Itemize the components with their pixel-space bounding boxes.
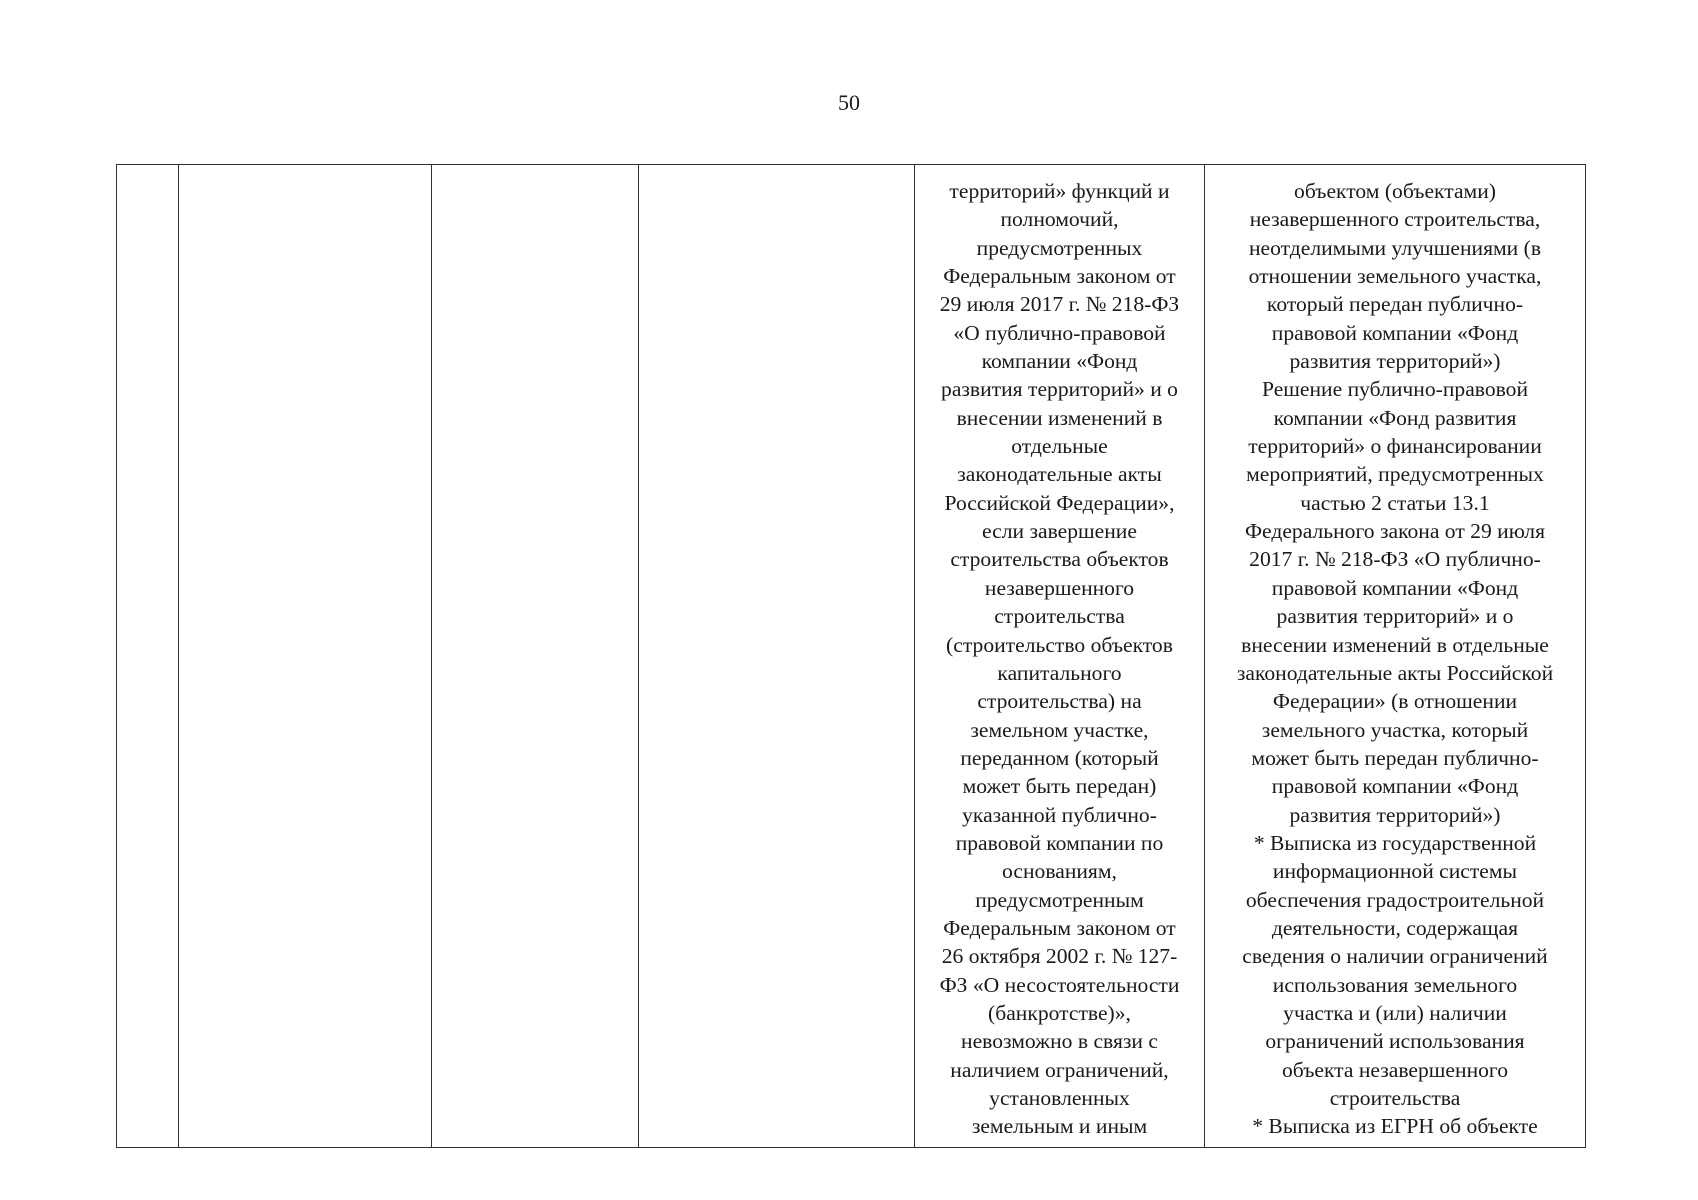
column-6-text: [1205, 165, 1585, 1141]
text-line: компании «Фонд развития: [1273, 405, 1517, 430]
text-line: ограничений использования: [1265, 1029, 1525, 1054]
text-line: который передан публично-: [1266, 292, 1524, 317]
text-line: объектом (объектами): [1294, 179, 1496, 203]
text-line: использования земельного: [1272, 972, 1518, 997]
text-line: полномочий,: [1000, 207, 1119, 232]
text-line: Решение публично-правовой: [1261, 377, 1529, 402]
table-cell-column-2: [179, 165, 432, 1148]
text-line: 29 июля 2017 г. № 218-ФЗ: [939, 292, 1180, 317]
text-line: деятельности, содержащая: [1271, 915, 1519, 940]
text-line: (строительство объектов: [946, 632, 1173, 657]
text-line: * Выписка из государственной: [1253, 830, 1537, 855]
table-cell-column-6: [1205, 165, 1586, 1148]
text-line: земельном участке,: [970, 717, 1149, 742]
text-line: объекта незавершенного: [1281, 1057, 1509, 1082]
text-line: отношении земельного участка,: [1248, 264, 1542, 289]
text-line: если завершение: [982, 519, 1137, 544]
text-line: информационной системы: [1272, 859, 1518, 884]
text-line: основаниям,: [1002, 859, 1117, 884]
text-line: земельного участка, который: [1261, 717, 1529, 742]
text-line: Федерации» (в отношении: [1272, 689, 1518, 714]
text-line: правовой компании «Фонд: [1271, 320, 1519, 345]
text-line: неотделимыми улучшениями (в: [1248, 235, 1542, 260]
text-line: * Выписка из ЕГРН об объекте: [1252, 1114, 1538, 1139]
text-line: наличием ограничений,: [950, 1057, 1169, 1082]
table-cell-column-5: [915, 165, 1205, 1148]
text-line: указанной публично-: [962, 802, 1157, 827]
text-line: может быть передан): [962, 774, 1157, 799]
page-number: 50: [838, 90, 860, 115]
text-line: капитального: [997, 660, 1122, 685]
text-line: (банкротстве)»,: [988, 1000, 1131, 1025]
text-line: 26 октября 2002 г. № 127-: [941, 944, 1178, 969]
text-line: переданном (который: [960, 745, 1159, 770]
text-line: участка и (или) наличии: [1283, 1000, 1507, 1025]
text-line: установленных: [989, 1086, 1130, 1110]
text-line: земельным и иным: [971, 1114, 1148, 1139]
text-line: незавершенного строительства,: [1249, 207, 1541, 232]
text-line: правовой компании «Фонд: [1271, 575, 1519, 600]
table-cell-number: [117, 165, 179, 1148]
text-line: незавершенного: [984, 575, 1135, 600]
text-line: строительства: [1329, 1086, 1461, 1110]
text-line: Федерального закона от 29 июля: [1244, 519, 1546, 544]
text-line: частью 2 статьи 13.1: [1300, 490, 1490, 515]
table-row: [117, 165, 1586, 1148]
text-line: Федеральным законом от: [943, 915, 1176, 940]
text-line: предусмотренных: [976, 235, 1143, 260]
text-line: ФЗ «О несостоятельности: [939, 972, 1180, 997]
text-line: территорий» функций и: [949, 179, 1170, 203]
text-line: строительства: [994, 604, 1125, 629]
text-line: внесении изменений в отдельные: [1241, 632, 1549, 657]
text-line: предусмотренным: [975, 887, 1144, 912]
text-line: законодательные акты Российской: [1236, 660, 1554, 685]
column-5-text: [915, 165, 1204, 1141]
text-line: законодательные акты: [957, 462, 1162, 487]
text-line: компании «Фонд: [981, 349, 1138, 374]
text-line: строительства) на: [977, 689, 1142, 714]
document-table: [116, 164, 1586, 1148]
text-line: невозможно в связи с: [961, 1029, 1158, 1054]
text-line: 2017 г. № 218-ФЗ «О публично-: [1249, 547, 1541, 572]
text-line: «О публично-правовой: [953, 320, 1166, 345]
text-line: правовой компании по: [955, 830, 1164, 855]
text-line: Федеральным законом от: [943, 264, 1176, 289]
text-line: развития территорий»): [1289, 802, 1501, 827]
text-line: развития территорий»): [1289, 349, 1501, 374]
text-line: обеспечения градостроительной: [1245, 887, 1545, 912]
table-cell-column-3: [432, 165, 639, 1148]
text-line: отдельные: [1011, 434, 1108, 459]
text-line: мероприятий, предусмотренных: [1246, 462, 1544, 487]
text-line: строительства объектов: [950, 547, 1169, 572]
table-cell-column-4: [639, 165, 915, 1148]
text-line: внесении изменений в: [956, 405, 1163, 430]
text-line: развития территорий» и о: [1276, 604, 1514, 629]
text-line: правовой компании «Фонд: [1271, 774, 1519, 799]
text-line: может быть передан публично-: [1251, 745, 1539, 770]
text-line: территорий» о финансировании: [1248, 434, 1542, 459]
text-line: сведения о наличии ограничений: [1242, 944, 1548, 969]
text-line: развития территорий» и о: [941, 377, 1178, 402]
text-line: Российской Федерации»,: [944, 490, 1175, 515]
